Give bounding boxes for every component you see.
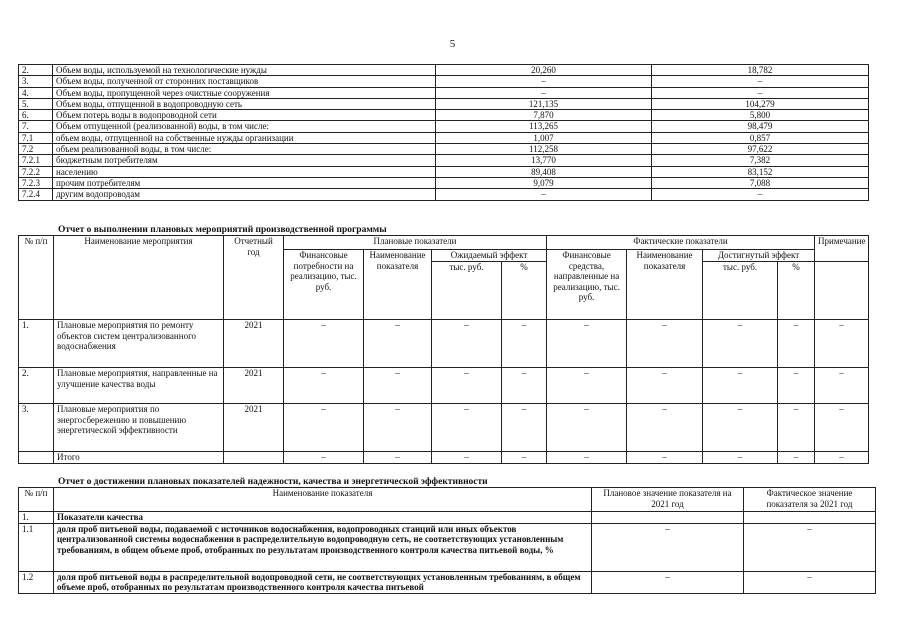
row-plan-value bbox=[592, 512, 744, 524]
total-label: Итого bbox=[54, 452, 224, 464]
row-indicator-name: Показатели качества bbox=[54, 512, 592, 524]
header-fact-value: Фактическое значение показателя за 2021 год bbox=[744, 488, 876, 512]
row-dash: – bbox=[364, 368, 432, 404]
header-year: Отчетный год bbox=[224, 236, 284, 320]
header-fact-effect: Достигнутый эффект bbox=[703, 250, 815, 262]
total-dash: – bbox=[778, 452, 815, 464]
row-value-plan: 20,260 bbox=[436, 65, 652, 76]
header-measure-name: Наименование мероприятия bbox=[54, 236, 224, 320]
header-plan-effect-rub: тыс. руб. bbox=[432, 262, 502, 320]
row-num: 1.2 bbox=[19, 571, 54, 593]
row-dash: – bbox=[778, 404, 815, 452]
row-fact-value: – bbox=[744, 523, 876, 571]
header-fact-effect-pct: % bbox=[778, 262, 815, 320]
row-num: 7. bbox=[19, 121, 53, 132]
section-title-indicators: Отчет о достижении плановых показателей надежности, качества и энергетической эффективности bbox=[58, 477, 488, 487]
row-year: 2021 bbox=[224, 404, 284, 452]
row-dash: – bbox=[627, 404, 703, 452]
row-value-fact: – bbox=[652, 76, 869, 87]
row-num: 7.1 bbox=[19, 132, 53, 143]
table-row bbox=[19, 571, 876, 593]
total-num-cell bbox=[19, 452, 54, 464]
table-row bbox=[19, 87, 869, 98]
row-dash: – bbox=[432, 368, 502, 404]
row-value-plan: 113,265 bbox=[436, 121, 652, 132]
total-dash: – bbox=[815, 452, 869, 464]
row-value-plan: 1,007 bbox=[436, 132, 652, 143]
row-value-fact: 83,152 bbox=[652, 166, 869, 177]
row-dash: – bbox=[627, 320, 703, 368]
row-num: 3. bbox=[19, 76, 53, 87]
row-name: бюджетным потребителям bbox=[53, 155, 436, 166]
table-row bbox=[19, 155, 869, 166]
row-name: объем воды, отпущенной на собственные нужды организации bbox=[53, 132, 436, 143]
total-dash: – bbox=[364, 452, 432, 464]
row-num: 7.2.2 bbox=[19, 166, 53, 177]
header-fact: Фактические показатели bbox=[547, 236, 815, 250]
header-plan-effect: Ожидаемый эффект bbox=[432, 250, 547, 262]
row-value-plan: 89,408 bbox=[436, 166, 652, 177]
measures-table bbox=[18, 235, 869, 464]
row-dash: – bbox=[547, 320, 627, 368]
row-name: объем реализованной воды, в том числе: bbox=[53, 144, 436, 155]
row-value-fact: – bbox=[652, 87, 869, 98]
table-row bbox=[19, 76, 869, 87]
table-row bbox=[19, 368, 869, 404]
header-plan-value: Плановое значение показателя на 2021 год bbox=[592, 488, 744, 512]
row-dash: – bbox=[432, 320, 502, 368]
row-dash: – bbox=[703, 320, 778, 368]
header-fact-finance: Финансовые средства, направленные на реализацию, тыс. руб. bbox=[547, 250, 627, 320]
row-num: 1.1 bbox=[19, 523, 54, 571]
header-plan: Плановые показатели bbox=[284, 236, 547, 250]
table-row bbox=[19, 404, 869, 452]
row-dash: – bbox=[703, 404, 778, 452]
row-num: 4. bbox=[19, 87, 53, 98]
total-dash: – bbox=[432, 452, 502, 464]
row-name: Объем воды, пропущенной через очистные сооружения bbox=[53, 87, 436, 98]
total-dash: – bbox=[284, 452, 364, 464]
total-dash: – bbox=[547, 452, 627, 464]
row-value-plan: 13,770 bbox=[436, 155, 652, 166]
row-num: 1. bbox=[19, 512, 54, 524]
row-indicator-name: доля проб питьевой воды, подаваемой с источников водоснабжения, водопроводных станций или иных объектов централизованной системы водоснабжения в распределительную водопроводную сеть, не соответствующих установленным требованиям, в общем объеме проб, отобранных по результатам производственного контроля качества питьевой воды, % bbox=[54, 523, 592, 571]
row-name: Объем отпущенной (реализованной) воды, в том числе: bbox=[53, 121, 436, 132]
header-num: № п/п bbox=[19, 488, 54, 512]
indicators-table bbox=[18, 487, 876, 594]
row-num: 5. bbox=[19, 98, 53, 109]
row-dash: – bbox=[778, 368, 815, 404]
row-year: 2021 bbox=[224, 320, 284, 368]
header-plan-effect-pct: % bbox=[502, 262, 547, 320]
row-dash: – bbox=[547, 404, 627, 452]
row-value-plan: 112,258 bbox=[436, 144, 652, 155]
section-title-measures: Отчет о выполнении плановых мероприятий производственной программы bbox=[58, 225, 387, 235]
table-row bbox=[19, 144, 869, 155]
row-name: Объем воды, отпущенной в водопроводную сеть bbox=[53, 98, 436, 109]
row-value-plan: 7,870 bbox=[436, 110, 652, 121]
row-name: Объем воды, полученной от сторонних поставщиков bbox=[53, 76, 436, 87]
row-num: 3. bbox=[19, 404, 54, 452]
total-dash: – bbox=[502, 452, 547, 464]
row-measure-name: Плановые мероприятия, направленные на улучшение качества воды bbox=[54, 368, 224, 404]
row-dash: – bbox=[547, 368, 627, 404]
table-row bbox=[19, 512, 876, 524]
table-row bbox=[19, 110, 869, 121]
row-value-plan: – bbox=[436, 189, 652, 200]
header-num: № п/п bbox=[19, 236, 54, 320]
table-row bbox=[19, 132, 869, 143]
row-dash: – bbox=[502, 404, 547, 452]
row-value-plan: 9,079 bbox=[436, 177, 652, 188]
row-dash: – bbox=[703, 368, 778, 404]
row-dash: – bbox=[815, 368, 869, 404]
page-number: 5 bbox=[449, 38, 456, 50]
row-name: Объем воды, используемой на технологические нужды bbox=[53, 65, 436, 76]
row-value-fact: 7,088 bbox=[652, 177, 869, 188]
row-dash: – bbox=[627, 368, 703, 404]
row-year: 2021 bbox=[224, 368, 284, 404]
table-row bbox=[19, 98, 869, 109]
row-value-fact: 0,857 bbox=[652, 132, 869, 143]
row-num: 7.2.1 bbox=[19, 155, 53, 166]
row-value-plan: – bbox=[436, 76, 652, 87]
row-value-fact: 97,622 bbox=[652, 144, 869, 155]
row-value-fact: 5,800 bbox=[652, 110, 869, 121]
header-fact-effect-rub: тыс. руб. bbox=[703, 262, 778, 320]
table-row bbox=[19, 65, 869, 76]
header-indicator-name: Наименование показателя bbox=[54, 488, 592, 512]
header-plan-indicator: Наименование показателя bbox=[364, 250, 432, 320]
row-fact-value bbox=[744, 512, 876, 524]
table-row bbox=[19, 189, 869, 200]
row-dash: – bbox=[432, 404, 502, 452]
row-num: 7.2.4 bbox=[19, 189, 53, 200]
row-value-plan: 121,135 bbox=[436, 98, 652, 109]
row-dash: – bbox=[364, 320, 432, 368]
row-num: 1. bbox=[19, 320, 54, 368]
row-value-fact: 18,782 bbox=[652, 65, 869, 76]
row-value-fact: 98,479 bbox=[652, 121, 869, 132]
row-name: прочим потребителям bbox=[53, 177, 436, 188]
table-row bbox=[19, 177, 869, 188]
table-row bbox=[19, 121, 869, 132]
row-value-plan: – bbox=[436, 87, 652, 98]
row-dash: – bbox=[284, 320, 364, 368]
row-num: 7.2.3 bbox=[19, 177, 53, 188]
row-num: 2. bbox=[19, 368, 54, 404]
row-name: другим водопроводам bbox=[53, 189, 436, 200]
row-dash: – bbox=[284, 404, 364, 452]
row-dash: – bbox=[778, 320, 815, 368]
row-value-fact: 7,382 bbox=[652, 155, 869, 166]
total-year-cell bbox=[224, 452, 284, 464]
table-row bbox=[19, 166, 869, 177]
table-row bbox=[19, 523, 876, 571]
row-dash: – bbox=[284, 368, 364, 404]
row-dash: – bbox=[502, 320, 547, 368]
row-dash: – bbox=[815, 404, 869, 452]
header-fact-indicator: Наименование показателя bbox=[627, 250, 703, 320]
table-row bbox=[19, 320, 869, 368]
row-num: 2. bbox=[19, 65, 53, 76]
row-dash: – bbox=[364, 404, 432, 452]
row-plan-value: – bbox=[592, 571, 744, 593]
total-dash: – bbox=[703, 452, 778, 464]
row-value-fact: – bbox=[652, 189, 869, 200]
header-note-blank bbox=[815, 262, 869, 320]
row-measure-name: Плановые мероприятия по энергосбережению и повышению энергетической эффективности bbox=[54, 404, 224, 452]
row-num: 7.2 bbox=[19, 144, 53, 155]
row-dash: – bbox=[815, 320, 869, 368]
header-plan-finance: Финансовые потребности на реализацию, тыс. руб. bbox=[284, 250, 364, 320]
row-fact-value: – bbox=[744, 571, 876, 593]
water-volume-table bbox=[18, 64, 869, 201]
row-name: населению bbox=[53, 166, 436, 177]
row-num: 6. bbox=[19, 110, 53, 121]
header-note: Примечание bbox=[815, 236, 869, 262]
row-plan-value: – bbox=[592, 523, 744, 571]
row-dash: – bbox=[502, 368, 547, 404]
total-dash: – bbox=[627, 452, 703, 464]
row-measure-name: Плановые мероприятия по ремонту объектов систем централизованного водоснабжения bbox=[54, 320, 224, 368]
row-indicator-name: доля проб питьевой воды в распределительной водопроводной сети, не соответствующих установленным требованиям, в общем объеме проб, отобранных по результатам производственного контроля качества питьевой bbox=[54, 571, 592, 593]
row-value-fact: 104,279 bbox=[652, 98, 869, 109]
row-name: Объем потерь воды в водопроводной сети bbox=[53, 110, 436, 121]
